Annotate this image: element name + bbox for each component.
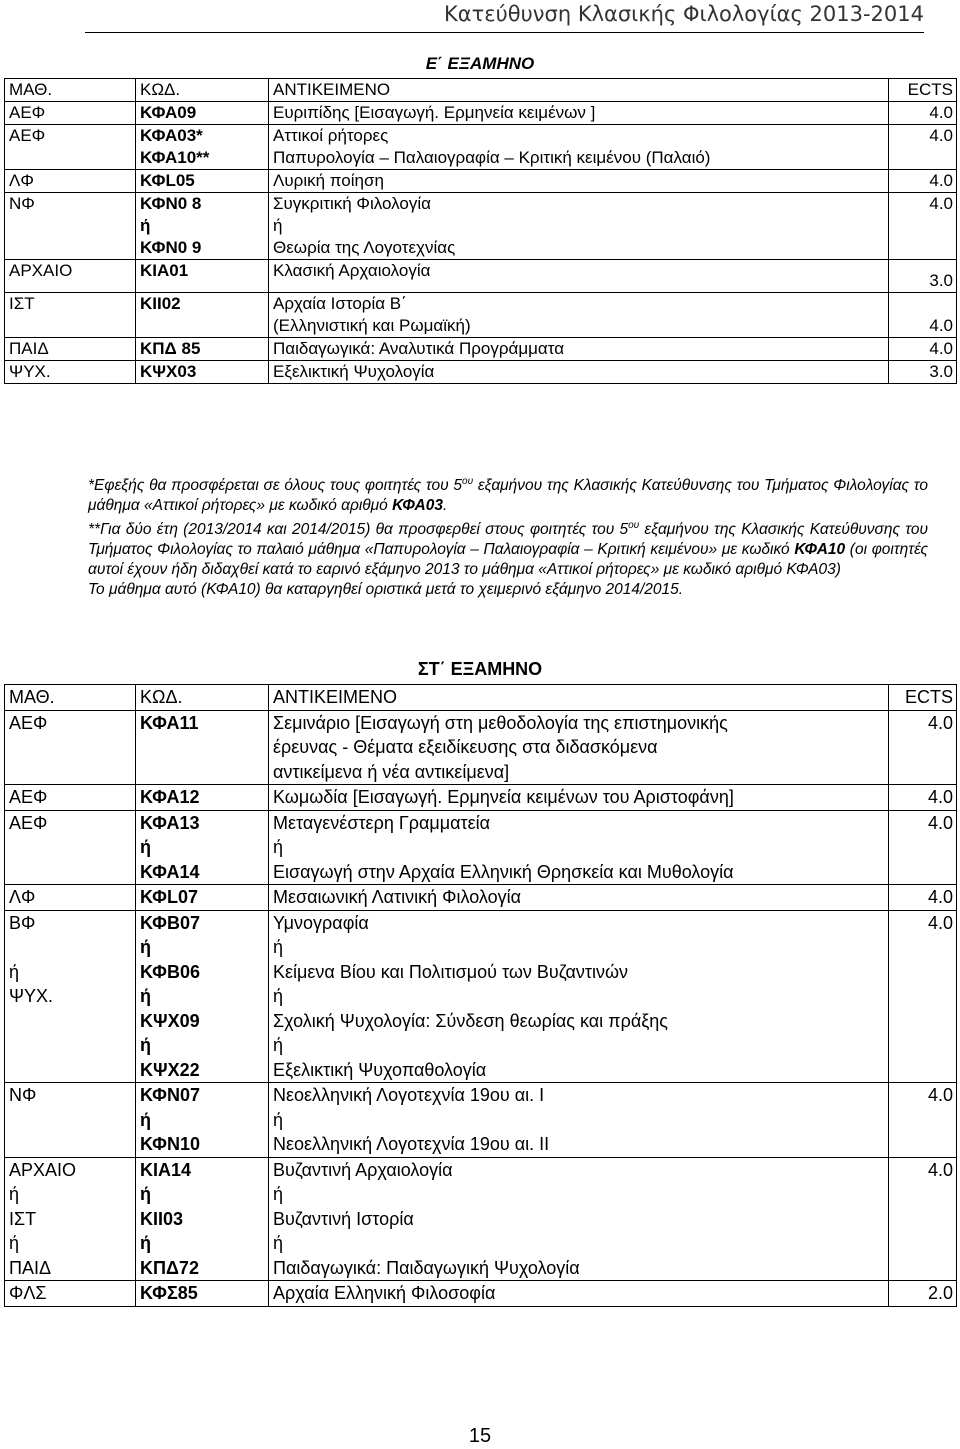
cell-subject — [269, 260, 889, 293]
subject-line: ή — [273, 1233, 284, 1253]
subject-line: έρευνας - Θέματα εξειδίκευσης στα διδασκόμενα — [273, 737, 658, 757]
subject-line: ή — [273, 1035, 284, 1055]
cell-code — [136, 810, 269, 885]
code-line: ΚΦΝ0 9 — [140, 238, 202, 257]
cell-ects: 3.0 — [889, 260, 957, 293]
cell-area — [5, 361, 136, 384]
header-row — [5, 79, 957, 102]
page-number: 15 — [468, 1425, 492, 1447]
subject-line: ή — [273, 1109, 284, 1130]
code-line: ΚΦΑ13 — [140, 812, 200, 833]
subject-line: Ευριπίδης [Εισαγωγή. Ερμηνεία κειμένων ] — [273, 103, 596, 122]
cell-area — [5, 125, 136, 170]
cell-subject — [269, 338, 889, 361]
cell-code — [136, 102, 269, 125]
subject-line: Σεμινάριο [Εισαγωγή στη μεθοδολογία της επιστημονικής — [273, 712, 728, 733]
cell-subject — [269, 1281, 889, 1307]
subject-line: Εξελικτική Ψυχοπαθολογία — [273, 1059, 487, 1080]
cell-subject — [269, 1083, 889, 1158]
code-line: ΚΦΝ07 — [140, 1085, 200, 1105]
cell-ects: 4.0 — [889, 1157, 957, 1281]
code-line: ΚΦΣ85 — [140, 1283, 198, 1303]
area-line: ΨΥΧ. — [9, 986, 54, 1006]
cell-ects: 4.0 — [889, 338, 957, 361]
subject-line: ή — [273, 937, 284, 957]
subject-line: Βυζαντινή Αρχαιολογία — [273, 1159, 453, 1180]
cell-ects: 4.0 — [889, 785, 957, 811]
cell-subject — [269, 170, 889, 193]
code-line: ΚΠΔ 85 — [140, 339, 201, 358]
table-row — [5, 293, 957, 338]
sem5-table-wrap — [4, 78, 956, 384]
subject-line: Συγκριτική Φιλολογία — [273, 194, 431, 213]
col-header-area: ΜΑΘ. — [5, 79, 136, 102]
code-line: ή — [140, 837, 151, 857]
subject-line: Αρχαία Ιστορία Β΄ — [273, 294, 407, 313]
cell-area — [5, 170, 136, 193]
code-line: ή — [140, 1035, 151, 1055]
cell-subject — [269, 193, 889, 260]
table-row — [5, 170, 957, 193]
cell-area — [5, 193, 136, 260]
area-line: ΙΣΤ — [9, 294, 35, 313]
cell-ects: 3.0 — [889, 361, 957, 384]
cell-area — [5, 910, 136, 1083]
area-line: ΒΦ — [9, 912, 36, 933]
code-line: ΚΦΑ10** — [140, 148, 210, 167]
cell-ects: 2.0 — [889, 1281, 957, 1307]
sem5-note-1: *Εφεξής θα προσφέρεται σε όλους τους φοιτητές του $5^{o\upsilon}$ εξαμήνου της Κλασικής Κατεύθυνσης του Τμήματος Φιλολογίας το μάθημα «Αττικοί ρήτορες» με κωδικό αριθμό ΚΦΑ03. — [88, 476, 929, 515]
cell-code — [136, 785, 269, 811]
sem5-table — [4, 78, 957, 384]
cell-area — [5, 1083, 136, 1158]
code-line: ΚΦL07 — [140, 887, 198, 907]
sem6-table-wrap — [4, 684, 956, 1307]
area-line: ΑΕΦ — [9, 787, 48, 807]
sem5-notes — [88, 472, 928, 600]
table-row — [5, 260, 957, 293]
table-row — [5, 710, 957, 785]
subject-line: Παιδαγωγικά: Αναλυτικά Προγράμματα — [273, 339, 565, 358]
header-row — [5, 685, 957, 711]
cell-code — [136, 885, 269, 911]
subject-line: Μεσαιωνική Λατινική Φιλολογία — [273, 887, 522, 907]
col-header-subject: ΑΝΤΙΚΕΙΜΕΝΟ — [269, 79, 889, 102]
cell-subject — [269, 785, 889, 811]
col-header-area: ΜΑΘ. — [5, 685, 136, 711]
cell-ects: 4.0 — [889, 885, 957, 911]
area-line: ΑΕΦ — [9, 812, 48, 833]
table-row — [5, 910, 957, 1083]
code-line: ΚΦΑ11 — [140, 712, 199, 733]
table-row — [5, 810, 957, 885]
code-line: ή — [140, 216, 151, 235]
code-line: ΚΠΔ72 — [140, 1257, 199, 1278]
code-line: ΚΙΑ01 — [140, 261, 189, 280]
subject-line: Νεοελληνική Λογοτεχνία 19ου αι. Ι — [273, 1085, 545, 1105]
subject-line: Υμνογραφία — [273, 912, 369, 933]
area-line: ή — [9, 1233, 20, 1253]
subject-line: αντικείμενα ή νέα αντικείμενα] — [273, 761, 510, 782]
cell-code — [136, 125, 269, 170]
subject-line: Αρχαία Ελληνική Φιλοσοφία — [273, 1283, 496, 1303]
code-line: ή — [140, 937, 151, 957]
area-line: ΑΡΧΑΙΟ — [9, 261, 73, 280]
subject-line: ή — [273, 216, 283, 235]
cell-subject — [269, 910, 889, 1083]
table-row — [5, 125, 957, 170]
col-header-ects: ECTS — [889, 79, 957, 102]
area-line: ΑΕΦ — [9, 712, 48, 733]
code-line: ΚΦΑ14 — [140, 861, 200, 882]
cell-code — [136, 710, 269, 785]
area-line: ΝΦ — [9, 194, 35, 213]
table-row — [5, 785, 957, 811]
cell-code — [136, 293, 269, 338]
cell-subject — [269, 125, 889, 170]
table-row — [5, 193, 957, 260]
table-row — [5, 1281, 957, 1307]
cell-code — [136, 170, 269, 193]
subject-line: ή — [273, 1184, 284, 1204]
cell-ects: 4.0 — [889, 910, 957, 1083]
col-header-code: ΚΩΔ. — [136, 79, 269, 102]
subject-line: ή — [273, 986, 284, 1006]
area-line: ΙΣΤ — [9, 1208, 37, 1229]
cell-code — [136, 338, 269, 361]
area-line — [9, 935, 133, 960]
area-line: ΑΕΦ — [9, 103, 46, 122]
cell-subject — [269, 710, 889, 785]
cell-ects: 4.0 — [889, 193, 957, 260]
cell-subject — [269, 293, 889, 338]
cell-ects: 4.0 — [889, 170, 957, 193]
area-line: ΠΑΙΔ — [9, 1257, 52, 1278]
cell-area — [5, 102, 136, 125]
sem6-title: ΣΤ΄ ΕΞΑΜΗΝΟ — [417, 659, 543, 679]
code-line: ΚΦΑ03* — [140, 126, 203, 145]
cell-ects: 4.0 — [889, 102, 957, 125]
subject-line: ή — [273, 837, 284, 857]
subject-line: Θεωρία της Λογοτεχνίας — [273, 238, 456, 257]
cell-subject — [269, 1157, 889, 1281]
cell-subject — [269, 885, 889, 911]
subject-line: Μεταγενέστερη Γραμματεία — [273, 812, 491, 833]
code-line: ΚΨΧ09 — [140, 1010, 200, 1031]
subject-line: (Ελληνιστική και Ρωμαϊκή) — [273, 316, 471, 335]
code-line: ΚΙΙ02 — [140, 294, 181, 313]
table-row — [5, 338, 957, 361]
col-header-code: ΚΩΔ. — [136, 685, 269, 711]
code-line: ΚΙΙ03 — [140, 1208, 184, 1229]
cell-area — [5, 785, 136, 811]
code-line: ΚΦΒ07 — [140, 912, 200, 933]
cell-ects: 4.0 — [889, 1083, 957, 1158]
cell-ects: 4.0 — [889, 710, 957, 785]
cell-subject — [269, 810, 889, 885]
table-row — [5, 1083, 957, 1158]
table-row — [5, 361, 957, 384]
subject-line: Βυζαντινή Ιστορία — [273, 1208, 414, 1229]
cell-ects: 4.0 — [889, 125, 957, 170]
table-row — [5, 885, 957, 911]
cell-area — [5, 1281, 136, 1307]
code-line: ή — [140, 1109, 151, 1130]
cell-code — [136, 1083, 269, 1158]
subject-line: Νεοελληνική Λογοτεχνία 19ου αι. ΙΙ — [273, 1134, 550, 1154]
code-line: ή — [140, 1184, 151, 1204]
code-line: ΚΦΑ12 — [140, 787, 200, 807]
cell-code — [136, 1281, 269, 1307]
code-line: ΚΨΧ03 — [140, 362, 197, 381]
area-line: ΦΛΣ — [9, 1283, 47, 1303]
cell-code — [136, 193, 269, 260]
cell-subject — [269, 102, 889, 125]
cell-area — [5, 710, 136, 785]
sem5-title: Ε΄ ΕΞΑΜΗΝΟ — [425, 54, 535, 73]
area-line: ΠΑΙΔ — [9, 339, 49, 358]
subject-line: Κλασική Αρχαιολογία — [273, 261, 431, 280]
subject-line: Λυρική ποίηση — [273, 171, 384, 190]
area-line: ή — [9, 1184, 20, 1204]
sem5-note-2: **Για δύο έτη (2013/2014 και 2014/2015) θα προσφερθεί στους φοιτητές του $5^{o\upsilon}$ εξαμήνου της Κλασικής Κατεύθυνσης του Τμήματος Φιλολογίας το παλαιό μάθημα «Παπυρολογία – Παλαιογραφία – Κριτική κειμένου» με κωδικό ΚΦΑ10 (οι φοιτητές αυτοί έχουν ήδη διδαχθεί κατά το εαρινό εξάμηνο 2013 το μάθημα «Αττικοί ρήτορες» με κωδικό αριθμό ΚΦΑ03) — [88, 520, 929, 579]
cell-area — [5, 1157, 136, 1281]
code-line: ή — [140, 1233, 151, 1253]
cell-ects: 4.0 — [889, 810, 957, 885]
subject-line: Σχολική Ψυχολογία: Σύνδεση θεωρίας και πράξης — [273, 1010, 668, 1031]
code-line: ΚΦΝ10 — [140, 1134, 200, 1154]
code-line: ΚΙΑ14 — [140, 1159, 192, 1180]
subject-line: Παπυρολογία – Παλαιογραφία – Κριτική κειμένου (Παλαιό) — [273, 148, 711, 167]
subject-line: Κείμενα Βίου και Πολιτισμού των Βυζαντινών — [273, 961, 629, 982]
cell-area — [5, 260, 136, 293]
code-line: ΚΨΧ22 — [140, 1059, 200, 1080]
cell-code — [136, 361, 269, 384]
area-line: ΑΕΦ — [9, 126, 46, 145]
col-header-subject: ΑΝΤΙΚΕΙΜΕΝΟ — [269, 685, 889, 711]
cell-code — [136, 260, 269, 293]
subject-line: Εξελικτική Ψυχολογία — [273, 362, 435, 381]
code-line: ΚΦΑ09 — [140, 103, 197, 122]
page-header-title: Κατεύθυνση Κλασικής Φιλολογίας 2013-2014 — [444, 2, 924, 26]
subject-line: Κωμωδία [Εισαγωγή. Ερμηνεία κειμένων του Αριστοφάνη] — [273, 787, 734, 807]
area-line: ή — [9, 961, 20, 982]
area-line: ΝΦ — [9, 1085, 37, 1105]
cell-code — [136, 1157, 269, 1281]
sem5-note-3: Το μάθημα αυτό (ΚΦΑ10) θα καταργηθεί οριστικά μετά το χειμερινό εξάμηνο 2014/2015. — [88, 581, 684, 599]
col-header-ects: ECTS — [889, 685, 957, 711]
area-line: ΑΡΧΑΙΟ — [9, 1159, 77, 1180]
area-line: ΛΦ — [9, 171, 34, 190]
subject-line: Αττικοί ρήτορες — [273, 126, 389, 145]
sem6-table — [4, 684, 957, 1307]
code-line: ή — [140, 986, 151, 1006]
cell-ects: 4.0 — [889, 293, 957, 338]
cell-code — [136, 910, 269, 1083]
cell-subject — [269, 361, 889, 384]
code-line: ΚΦΝ0 8 — [140, 194, 202, 213]
cell-area — [5, 885, 136, 911]
cell-area — [5, 338, 136, 361]
cell-area — [5, 810, 136, 885]
area-line: ΨΥΧ. — [9, 362, 51, 381]
code-line: ΚΦL05 — [140, 171, 195, 190]
subject-line: Εισαγωγή στην Αρχαία Ελληνική Θρησκεία και Μυθολογία — [273, 861, 734, 882]
header-rule — [85, 32, 924, 33]
cell-area — [5, 293, 136, 338]
table-row — [5, 102, 957, 125]
code-line: ΚΦΒ06 — [140, 961, 200, 982]
table-row — [5, 1157, 957, 1281]
subject-line: Παιδαγωγικά: Παιδαγωγική Ψυχολογία — [273, 1257, 580, 1278]
area-line: ΛΦ — [9, 887, 36, 907]
